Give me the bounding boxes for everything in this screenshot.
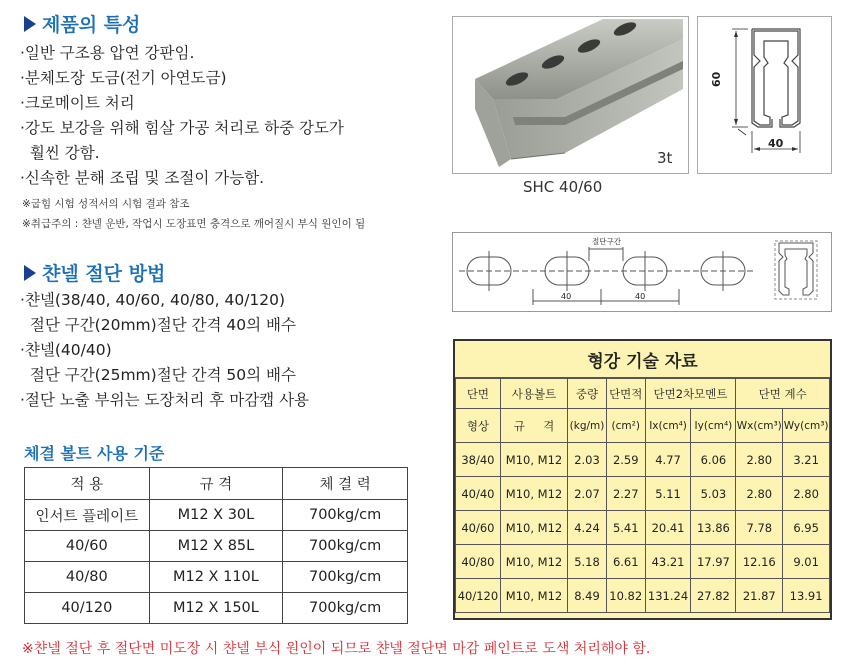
header-cell: Iy(cm⁴) — [691, 409, 736, 443]
table-row — [25, 562, 408, 593]
table-cell: 21.87 — [736, 579, 783, 613]
tech-table-title: 형강 기술 자료 — [455, 341, 830, 378]
features-list — [20, 41, 344, 191]
header-cell: (kg/m) — [568, 409, 607, 443]
table-cell: 4.24 — [568, 511, 607, 545]
table-cell: 700kg/cm — [283, 562, 408, 593]
table-cell: 12.16 — [736, 545, 783, 579]
table-cell: 2.59 — [606, 443, 645, 477]
table-row — [456, 579, 830, 613]
cutting-list — [20, 288, 309, 413]
table-cell: 17.97 — [691, 545, 736, 579]
header-cell: 단면 계수 — [736, 379, 830, 409]
table-cell: 20.41 — [645, 511, 691, 545]
feature-item: ·강도 보강을 위해 힘살 가공 처리로 하중 강도가 — [20, 119, 344, 137]
feature-item: ·분체도장 도금(전기 아연도금) — [20, 69, 227, 87]
table-cell: M12 X 110L — [149, 562, 283, 593]
cut-interval-diagram — [452, 232, 832, 312]
header-cell: 단면 — [456, 379, 501, 409]
table-row — [25, 593, 408, 624]
header-cell: 단면2차모멘트 — [645, 379, 736, 409]
table-cell: 6.61 — [606, 545, 645, 579]
features-section-title — [24, 10, 140, 37]
table-cell: 700kg/cm — [283, 593, 408, 624]
table-cell: 40/60 — [456, 511, 501, 545]
table-cell: 5.03 — [691, 477, 736, 511]
table-cell: 131.24 — [645, 579, 691, 613]
table-cell: 2.80 — [736, 477, 783, 511]
table-row — [25, 531, 408, 562]
table-cell: 인서트 플레이트 — [25, 500, 150, 531]
cross-section-drawing — [697, 16, 832, 174]
table-cell: 5.41 — [606, 511, 645, 545]
height-dimension-label: 60 — [710, 71, 723, 87]
feature-item: 훨씬 강함. — [20, 144, 100, 162]
header-cell: 규 격 — [149, 468, 283, 500]
channel-3d-image — [452, 16, 689, 174]
table-cell: 700kg/cm — [283, 531, 408, 562]
table-cell: M10, M12 — [500, 511, 567, 545]
header-cell: 중량 — [568, 379, 607, 409]
table-cell: 40/120 — [456, 579, 501, 613]
header-cell: Wx(cm³) — [736, 409, 783, 443]
header-cell: 형상 — [456, 409, 501, 443]
table-cell: M12 X 30L — [149, 500, 283, 531]
header-cell: 규 격 — [500, 409, 567, 443]
product-caption: SHC 40/60 — [523, 178, 603, 196]
cutting-section-title — [24, 259, 165, 286]
table-cell: 13.86 — [691, 511, 736, 545]
tech-data-table — [455, 378, 830, 613]
table-row — [456, 477, 830, 511]
feature-item: ·신속한 분해 조립 및 조절이 가능함. — [20, 169, 265, 187]
table-cell: 40/80 — [25, 562, 150, 593]
triangle-bullet-icon — [24, 265, 36, 281]
table-row — [456, 443, 830, 477]
channel-3d-illustration — [453, 17, 688, 173]
table-cell: 2.80 — [783, 477, 830, 511]
header-cell: Ix(cm⁴) — [645, 409, 691, 443]
table-row — [25, 500, 408, 531]
table-cell: M12 X 150L — [149, 593, 283, 624]
cutting-title: 챤넬 절단 방법 — [42, 263, 166, 285]
table-cell: 40/40 — [456, 477, 501, 511]
table-cell: 5.18 — [568, 545, 607, 579]
header-cell: 단면적 — [606, 379, 645, 409]
table-row — [456, 511, 830, 545]
table-cell: 4.77 — [645, 443, 691, 477]
table-cell: 3.21 — [783, 443, 830, 477]
bolt-table-title: 체결 볼트 사용 기준 — [24, 444, 165, 463]
table-header-row — [456, 409, 830, 443]
cut-section-label: 절단구간 — [592, 237, 621, 246]
table-cell: 40/60 — [25, 531, 150, 562]
table-cell: 7.78 — [736, 511, 783, 545]
table-cell: M10, M12 — [500, 579, 567, 613]
table-cell: M10, M12 — [500, 545, 567, 579]
thickness-label: 3t — [657, 149, 673, 167]
table-cell: 10.82 — [606, 579, 645, 613]
table-cell: 8.49 — [568, 579, 607, 613]
features-title: 제품의 특성 — [42, 14, 141, 36]
header-cell: Wy(cm³) — [783, 409, 830, 443]
note-test-report: ※굽힘 시험 성적서의 시험 결과 참조 — [22, 198, 190, 210]
table-cell: 6.06 — [691, 443, 736, 477]
note-handling-caution: ※취급주의 : 챤넬 운반, 작업시 도장표면 충격으로 깨어질시 부식 원인이 됨 — [22, 218, 366, 230]
footer-warning-note: ※챤넬 절단 후 절단면 미도장 시 챤넬 부식 원인이 되므로 챤넬 절단면 마감 페인트로 도색 처리해야 함. — [22, 641, 651, 657]
header-cell: (cm²) — [606, 409, 645, 443]
cut-dim-label: 40 — [561, 292, 572, 301]
table-cell: M12 X 85L — [149, 531, 283, 562]
table-cell: M10, M12 — [500, 443, 567, 477]
header-cell: 체 결 력 — [283, 468, 408, 500]
table-cell: 40/120 — [25, 593, 150, 624]
tech-data-panel — [453, 339, 832, 620]
table-cell: 9.01 — [783, 545, 830, 579]
table-cell: 27.82 — [691, 579, 736, 613]
header-cell: 적 용 — [25, 468, 150, 500]
table-row — [456, 545, 830, 579]
cutting-item: ·챤넬(38/40, 40/60, 40/80, 40/120) — [20, 291, 286, 309]
table-cell: 700kg/cm — [283, 500, 408, 531]
table-cell: 2.27 — [606, 477, 645, 511]
table-cell: 2.07 — [568, 477, 607, 511]
cut-dim-label: 40 — [635, 292, 646, 301]
table-header-row — [25, 468, 408, 500]
table-cell: 43.21 — [645, 545, 691, 579]
cutting-item: 절단 구간(20mm)절단 간격 40의 배수 — [20, 316, 297, 334]
cut-interval-svg — [453, 233, 831, 311]
header-cell: 사용볼트 — [500, 379, 567, 409]
feature-item: ·크로메이트 처리 — [20, 94, 135, 112]
table-cell: 38/40 — [456, 443, 501, 477]
table-header-row — [456, 379, 830, 409]
cutting-item: ·절단 노출 부위는 도장처리 후 마감캡 사용 — [20, 391, 310, 409]
cross-section-svg — [698, 17, 831, 173]
table-cell: 5.11 — [645, 477, 691, 511]
bolt-standard-table — [24, 467, 408, 624]
table-cell: 2.03 — [568, 443, 607, 477]
feature-item: ·일반 구조용 압연 강판임. — [20, 44, 195, 62]
cutting-item: 절단 구간(25mm)절단 간격 50의 배수 — [20, 366, 297, 384]
table-cell: 13.91 — [783, 579, 830, 613]
triangle-bullet-icon — [24, 16, 36, 32]
table-cell: 40/80 — [456, 545, 501, 579]
width-dimension-label: 40 — [768, 137, 784, 150]
table-cell: M10, M12 — [500, 477, 567, 511]
cutting-item: ·챤넬(40/40) — [20, 341, 112, 359]
table-cell: 2.80 — [736, 443, 783, 477]
table-cell: 6.95 — [783, 511, 830, 545]
